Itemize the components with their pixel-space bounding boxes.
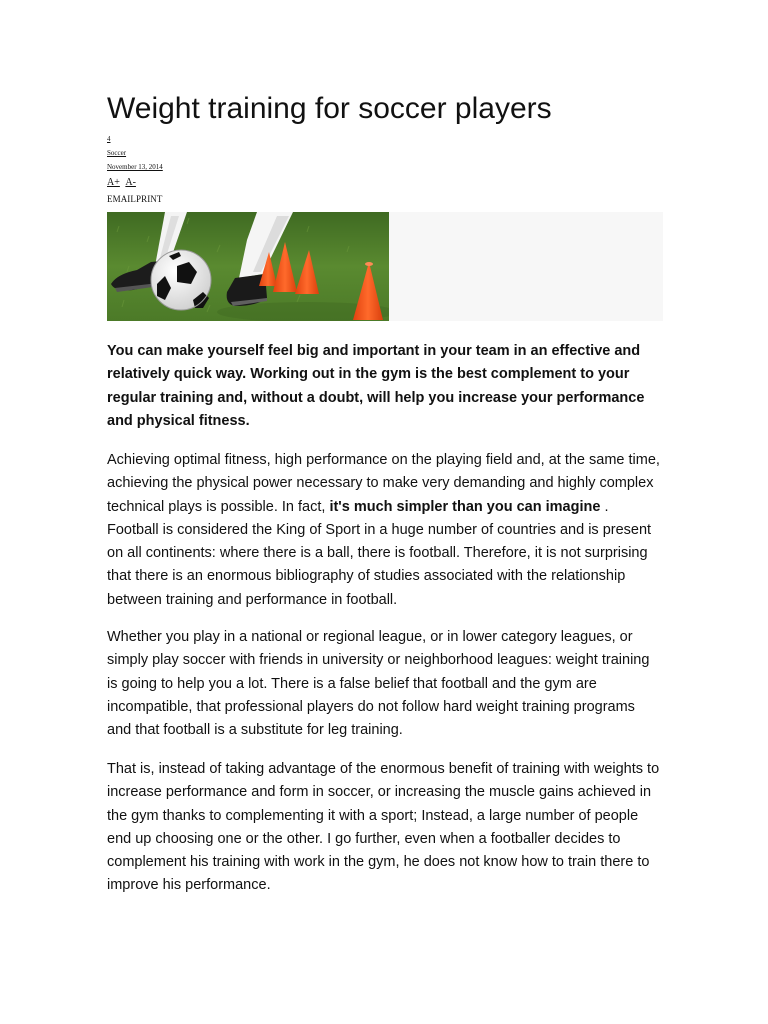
- paragraph-1-start: Achieving optimal fitness, high performance on the playing field and, at the same time, achieving the physical power necessary to make very demanding and highly complex technical plays is possible. In fact,: [107, 452, 660, 515]
- date-link[interactable]: November 13, 2014: [107, 163, 163, 171]
- comments-link[interactable]: 4: [107, 135, 111, 143]
- font-decrease-button[interactable]: A-: [125, 177, 136, 188]
- paragraph-1-emphasis: it's much simpler than you can imagine: [329, 498, 601, 515]
- paragraph-1-end: . Football is considered the King of Sport in a huge number of countries and is present on all continents: where there is a ball, there is football. Therefore, it is not surprising that there is an enormous bibliography of studies associated with the relationship between training and performance in football.: [107, 498, 652, 608]
- email-button[interactable]: EMAIL: [107, 194, 136, 204]
- font-increase-button[interactable]: A+: [107, 177, 120, 188]
- print-button[interactable]: PRINT: [136, 194, 163, 204]
- comments-count: [107, 135, 111, 144]
- lead-paragraph: You can make yourself feel big and important in your team in an effective and relatively quick way. Working out in the gym is the best complement to your regular training and, without a doubt, will help you increase your performance and physical fitness.: [107, 343, 645, 429]
- paragraph-3: That is, instead of taking advantage of the enormous benefit of training with weights to increase performance and form in soccer, or increasing the muscle gains achieved in the gym thanks to complementing it with a sport; Instead, a large number of people end up choosing one or the other. I go further, even when a footballer decides to complement his training with work in the gym, he does not know how to train there to improve his performance.: [107, 761, 660, 894]
- post-date: [107, 163, 163, 172]
- category: [107, 149, 126, 158]
- article-title: Weight training for soccer players: [107, 92, 552, 125]
- category-link[interactable]: Soccer: [107, 149, 127, 157]
- featured-image-area: [107, 212, 663, 321]
- soccer-ball-cones-photo: [107, 212, 389, 321]
- paragraph-2: Whether you play in a national or regional league, or in lower category leagues, or simply play soccer with friends in university or neighborhood leagues: weight training is going to help you a lot. There is a false belief that football and the gym are incompatible, that professional players do not follow hard weight training programs and that football is a substitute for leg training.: [107, 629, 650, 739]
- share-links: [107, 194, 163, 205]
- paragraph-1: [107, 449, 663, 612]
- font-size-controls: [107, 177, 136, 189]
